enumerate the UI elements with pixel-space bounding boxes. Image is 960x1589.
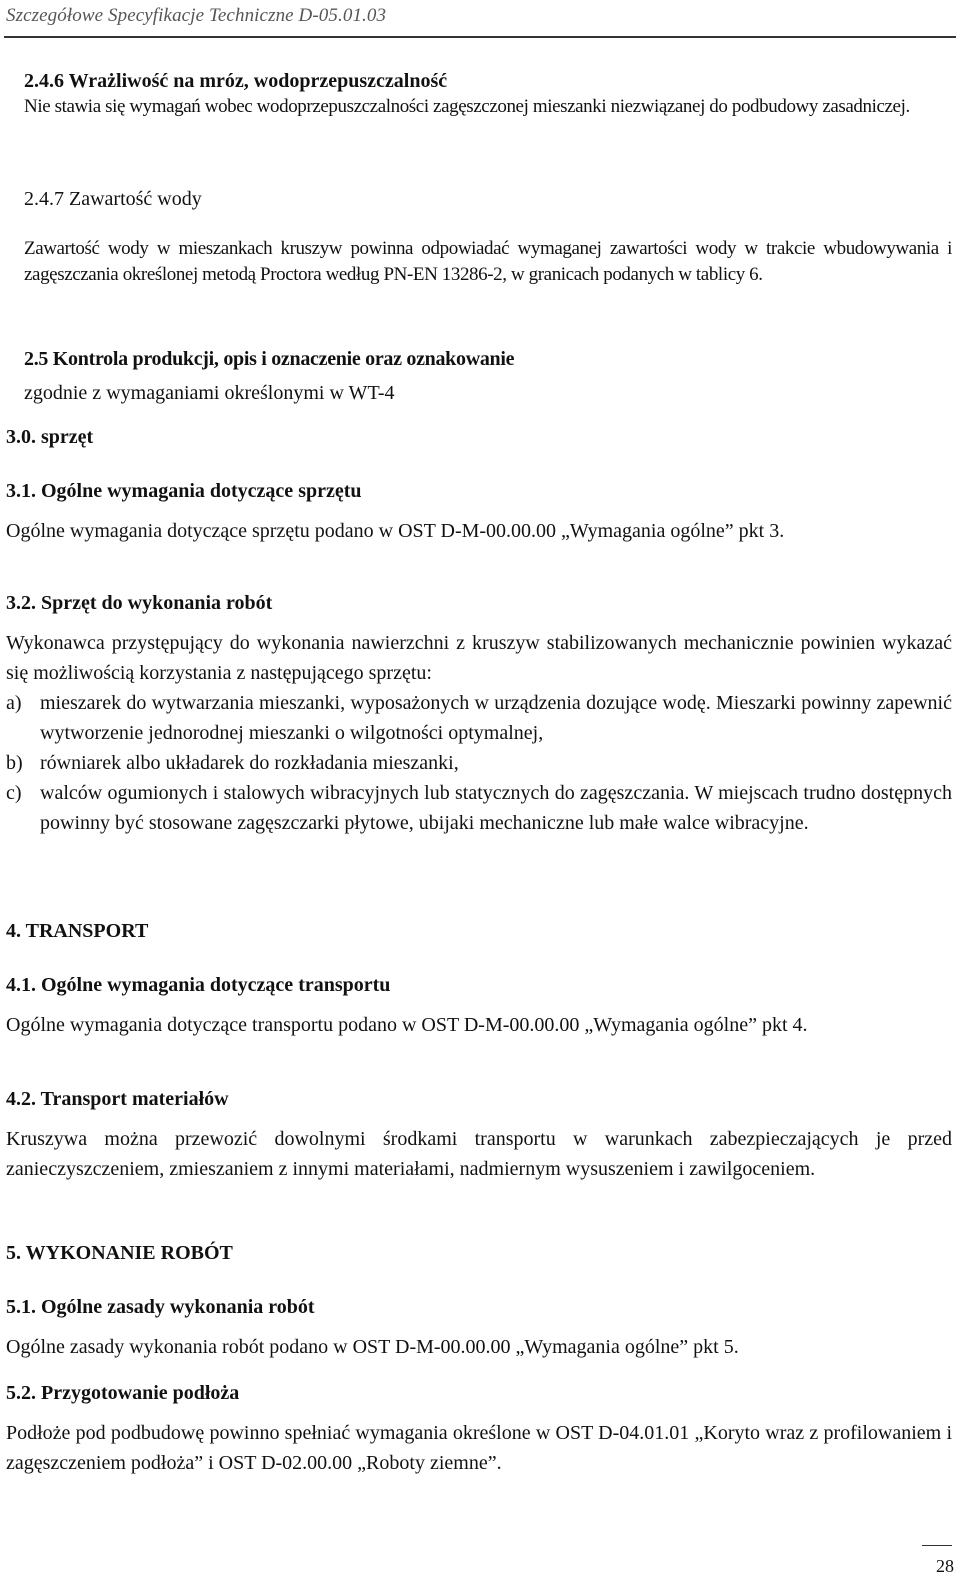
- section-heading: 5.1. Ogólne zasady wykonania robót: [6, 1296, 315, 1318]
- section-heading: 3.0. sprzęt: [6, 426, 94, 448]
- section-heading: 5.2. Przygotowanie podłoża: [6, 1382, 240, 1404]
- footer-rule: [922, 1545, 952, 1546]
- list-marker: b): [6, 752, 23, 774]
- equipment-list: [6, 688, 952, 838]
- section-heading: 2.5 Kontrola produkcji, opis i oznaczenie oraz oznakowanie: [24, 348, 515, 370]
- section-text: Zawartość wody w mieszankach kruszyw powinna odpowiadać wymaganej zawartości wody w trakcie wbudowywania i zagęszczania określonej metodą Proctora według PN-EN 13286-2, w granicach podanych w tablicy 6.: [24, 238, 952, 285]
- section-heading: 3.1. Ogólne wymagania dotyczące sprzętu: [6, 480, 362, 502]
- list-item-text: walców ogumionych i stalowych wibracyjnych lub statycznych do zagęszczania. W miejscach trudno dostępnych powinny być stosowane zagęszczarki płytowe, ubijaki mechaniczne lub małe walce wibracyjne.: [40, 782, 952, 834]
- header-rule: [4, 36, 956, 38]
- list-item-text: równiarek albo układarek do rozkładania mieszanki,: [40, 752, 459, 774]
- section-text: Ogólne wymagania dotyczące sprzętu podano w OST D-M-00.00.00 „Wymagania ogólne” pkt 3.: [6, 520, 785, 542]
- list-marker: c): [6, 782, 22, 804]
- section-text: Wykonawca przystępujący do wykonania nawierzchni z kruszyw stabilizowanych mechanicznie powinien wykazać się możliwością korzystania z następującego sprzętu:: [6, 632, 952, 684]
- section-text: Ogólne zasady wykonania robót podano w OST D-M-00.00.00 „Wymagania ogólne” pkt 5.: [6, 1336, 739, 1358]
- running-header: Szczegółowe Specyfikacje Techniczne D-05.01.03: [6, 5, 387, 26]
- section-text: zgodnie z wymaganiami określonymi w WT-4: [24, 382, 395, 404]
- section-text: Ogólne wymagania dotyczące transportu podano w OST D-M-00.00.00 „Wymagania ogólne” pkt 4.: [6, 1014, 808, 1036]
- section-3-0: [6, 424, 952, 450]
- section-heading: 2.4.7 Zawartość wody: [24, 188, 202, 210]
- section-heading: 3.2. Sprzęt do wykonania robót: [6, 592, 273, 614]
- section-4-2: [6, 1086, 952, 1184]
- section-text: Kruszywa można przewozić dowolnymi środkami transportu w warunkach zabezpieczających je przed zanieczyszczeniem, zmieszaniem z innymi materiałami, nadmiernym wysuszeniem i zawilgoceniem.: [6, 1128, 952, 1180]
- section-5-1: [6, 1294, 952, 1362]
- section-2-4-7-body: [24, 236, 952, 288]
- page-number: 28: [936, 1556, 954, 1576]
- section-3-1: [6, 478, 952, 546]
- section-text: Nie stawia się wymagań wobec wodoprzepuszczalności zagęszczonej mieszanki niezwiązanej do podbudowy zasadniczej.: [24, 96, 910, 117]
- list-marker: a): [6, 692, 22, 714]
- section-heading: 4. TRANSPORT: [6, 920, 149, 942]
- section-4: [6, 918, 952, 944]
- section-2-4-6: [24, 68, 952, 120]
- section-5: [6, 1240, 952, 1266]
- section-2-5: [24, 346, 952, 406]
- section-heading: 4.2. Transport materiałów: [6, 1088, 229, 1110]
- list-item-text: mieszarek do wytwarzania mieszanki, wyposażonych w urządzenia dozujące wodę. Mieszarki powinny zapewnić wytworzenie jednorodnej mieszanki o wilgotności optymalnej,: [40, 692, 952, 744]
- section-5-2: [6, 1380, 952, 1478]
- section-heading: 4.1. Ogólne wymagania dotyczące transportu: [6, 974, 391, 996]
- section-text: Podłoże pod podbudowę powinno spełniać wymagania określone w OST D-04.01.01 „Koryto wraz z profilowaniem i zagęszczeniem podłoża” i OST D-02.00.00 „Roboty ziemne”.: [6, 1422, 952, 1474]
- section-heading: 2.4.6 Wrażliwość na mróz, wodoprzepuszczalność: [24, 70, 448, 92]
- list-item: [6, 688, 952, 748]
- section-4-1: [6, 972, 952, 1040]
- section-3-2: [6, 590, 952, 838]
- list-item: [6, 778, 952, 838]
- section-2-4-7: [24, 186, 952, 212]
- list-item: [6, 748, 952, 778]
- section-heading: 5. WYKONANIE ROBÓT: [6, 1242, 233, 1264]
